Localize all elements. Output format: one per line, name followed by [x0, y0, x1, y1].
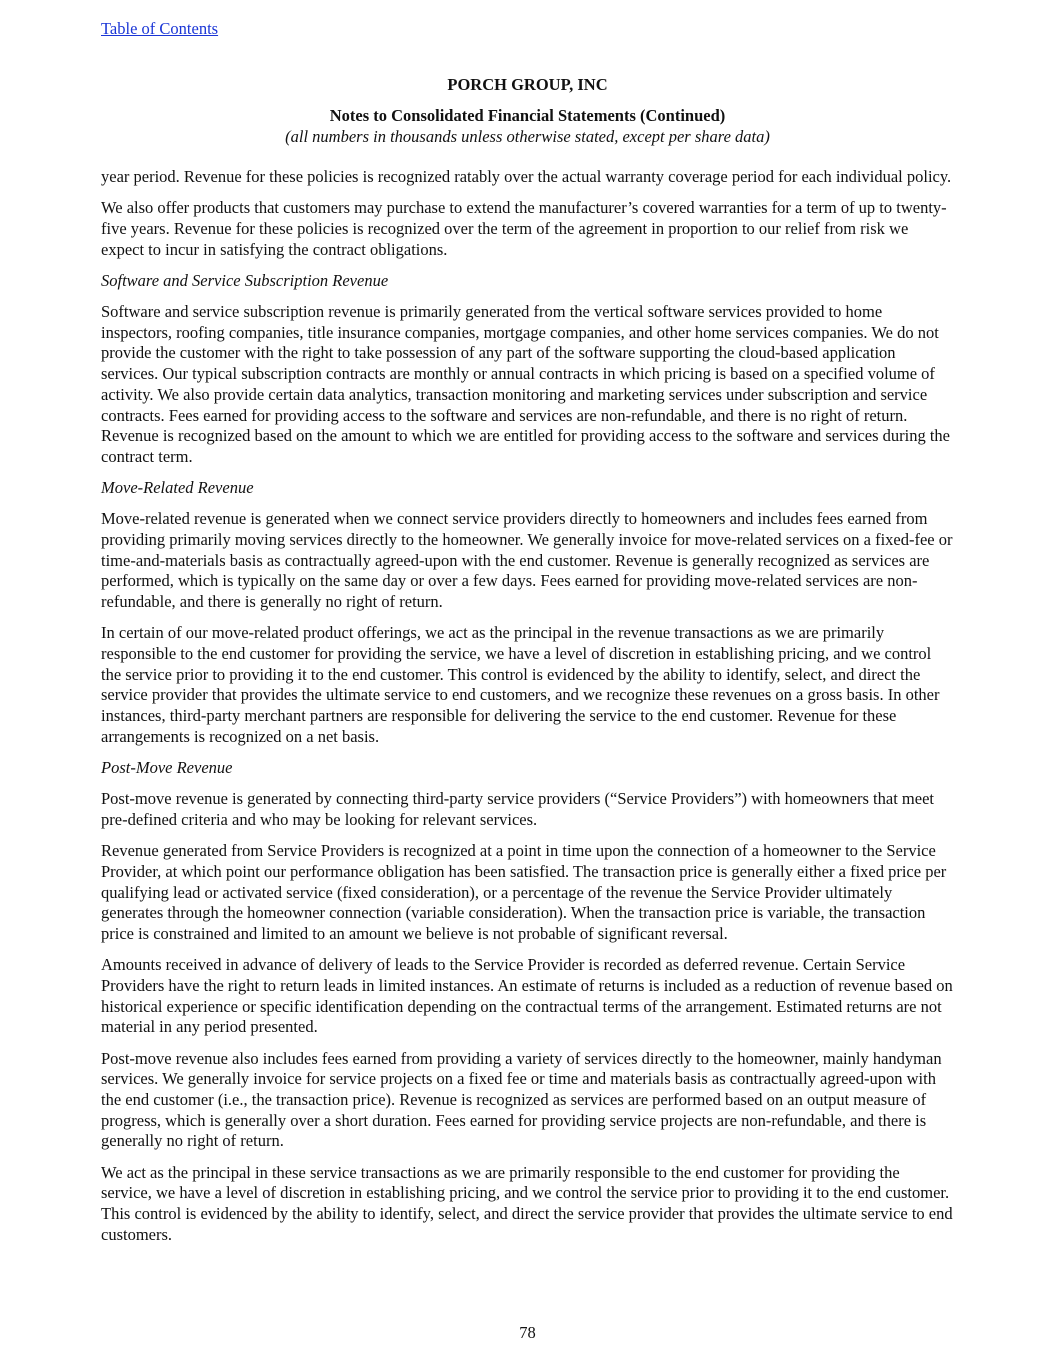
notes-subtitle: (all numbers in thousands unless otherwise stated, except per share data) [285, 127, 770, 146]
notes-title: Notes to Consolidated Financial Statements (Continued) [329, 106, 726, 125]
paragraph: Move-related revenue is generated when we connect service providers directly to homeowners and includes fees earned from providing primarily moving services directly to the homeowner. We generally invoice for move-related services on a fixed-fee or time-and-materials basis as contractually agreed-upon with the end customer. Revenue is generally recognized as services are performed, which is typically on the same day or over a few days. Fees earned for providing move-related services are non-refundable, and there is generally no right of return. [101, 509, 953, 612]
paragraph: Post-move revenue is generated by connecting third-party service providers (“Service Providers”) with homeowners that meet pre-defined criteria and who may be looking for relevant services. [101, 789, 934, 829]
paragraph: Amounts received in advance of delivery of leads to the Service Provider is recorded as deferred revenue. Certain Service Providers have the right to return leads in limited instances. An estimate of returns is included as a reduction of revenue based on historical experience or specific identification depending on the contractual terms of the arrangement. Estimated returns are not material in any period presented. [101, 955, 953, 1037]
paragraph: year period. Revenue for these policies is recognized ratably over the actual warranty coverage period for each individual policy. [101, 167, 952, 186]
paragraph: In certain of our move-related product offerings, we act as the principal in the revenue transactions as we are primarily responsible to the end customer for providing the service, we have a level of discretion in establishing pricing, and we control the service prior to providing it to the end customer. This control is evidenced by the ability to identify, select, and direct the service provider that provides the ultimate service to end customers, and we recognize these revenues on a gross basis. In other instances, third-party merchant partners are responsible for delivering the service to the end customer. Revenue for these arrangements is recognized on a net basis. [101, 623, 940, 746]
paragraph: Software and service subscription revenue is primarily generated from the vertical software services provided to home inspectors, roofing companies, title insurance companies, mortgage companies, and other home services companies. We do not provide the customer with the right to take possession of any part of the software supporting the cloud-based application services. Our typical subscription contracts are monthly or annual contracts in which pricing is based on a specified volume of activity. We also provide certain data analytics, transaction monitoring and marketing services under subscription and service contracts. Fees earned for providing access to the software and services are non-refundable, and there is no right of return. Revenue is recognized based on the amount to which we are entitled for providing access to the software and services during the contract term. [101, 302, 951, 466]
table-of-contents-link[interactable]: Table of Contents [101, 19, 219, 38]
paragraph: Post-move revenue also includes fees earned from providing a variety of services directly to the homeowner, mainly handyman services. We generally invoice for service projects on a fixed fee or time and materials basis as contractually agreed-upon with the end customer (i.e., the transaction price). Revenue is recognized as services are performed based on an output measure of progress, which is generally over a short duration. Fees earned for providing service projects are non-refundable, and there is generally no right of return. [101, 1048, 942, 1151]
paragraph: Revenue generated from Service Providers is recognized at a point in time upon the connection of a homeowner to the Service Provider, at which point our performance obligation has been satisfied. The transaction price is generally either a fixed price per qualifying lead or activated service (fixed consideration), or a percentage of the revenue the Service Provider ultimately generates through the homeowner connection (variable consideration). When the transaction price is variable, the transaction price is constrained and limited to an amount we believe is not probable of significant reversal. [101, 841, 947, 943]
section-heading-move: Move-Related Revenue [101, 478, 254, 498]
page-number: 78 [519, 1323, 536, 1342]
section-heading-software: Software and Service Subscription Revenue [101, 270, 389, 290]
paragraph: We act as the principal in these service transactions as we are primarily responsible to the end customer for providing the service, we have a level of discretion in establishing pricing, and we control the service prior to providing it to the end customer. This control is evidenced by the ability to identify, select, and direct the service provider that provides the ultimate service to end customers. [101, 1162, 953, 1244]
section-heading-post-move: Post-Move Revenue [101, 758, 233, 778]
paragraph: We also offer products that customers may purchase to extend the manufacturer’s covered warranties for a term of up to twenty-five years. Revenue for these policies is recognized over the term of the agreement in proportion to our relief from risk we expect to incur in satisfying the contract obligations. [101, 198, 947, 259]
document-body [101, 167, 953, 1256]
company-name: PORCH GROUP, INC [447, 75, 608, 94]
